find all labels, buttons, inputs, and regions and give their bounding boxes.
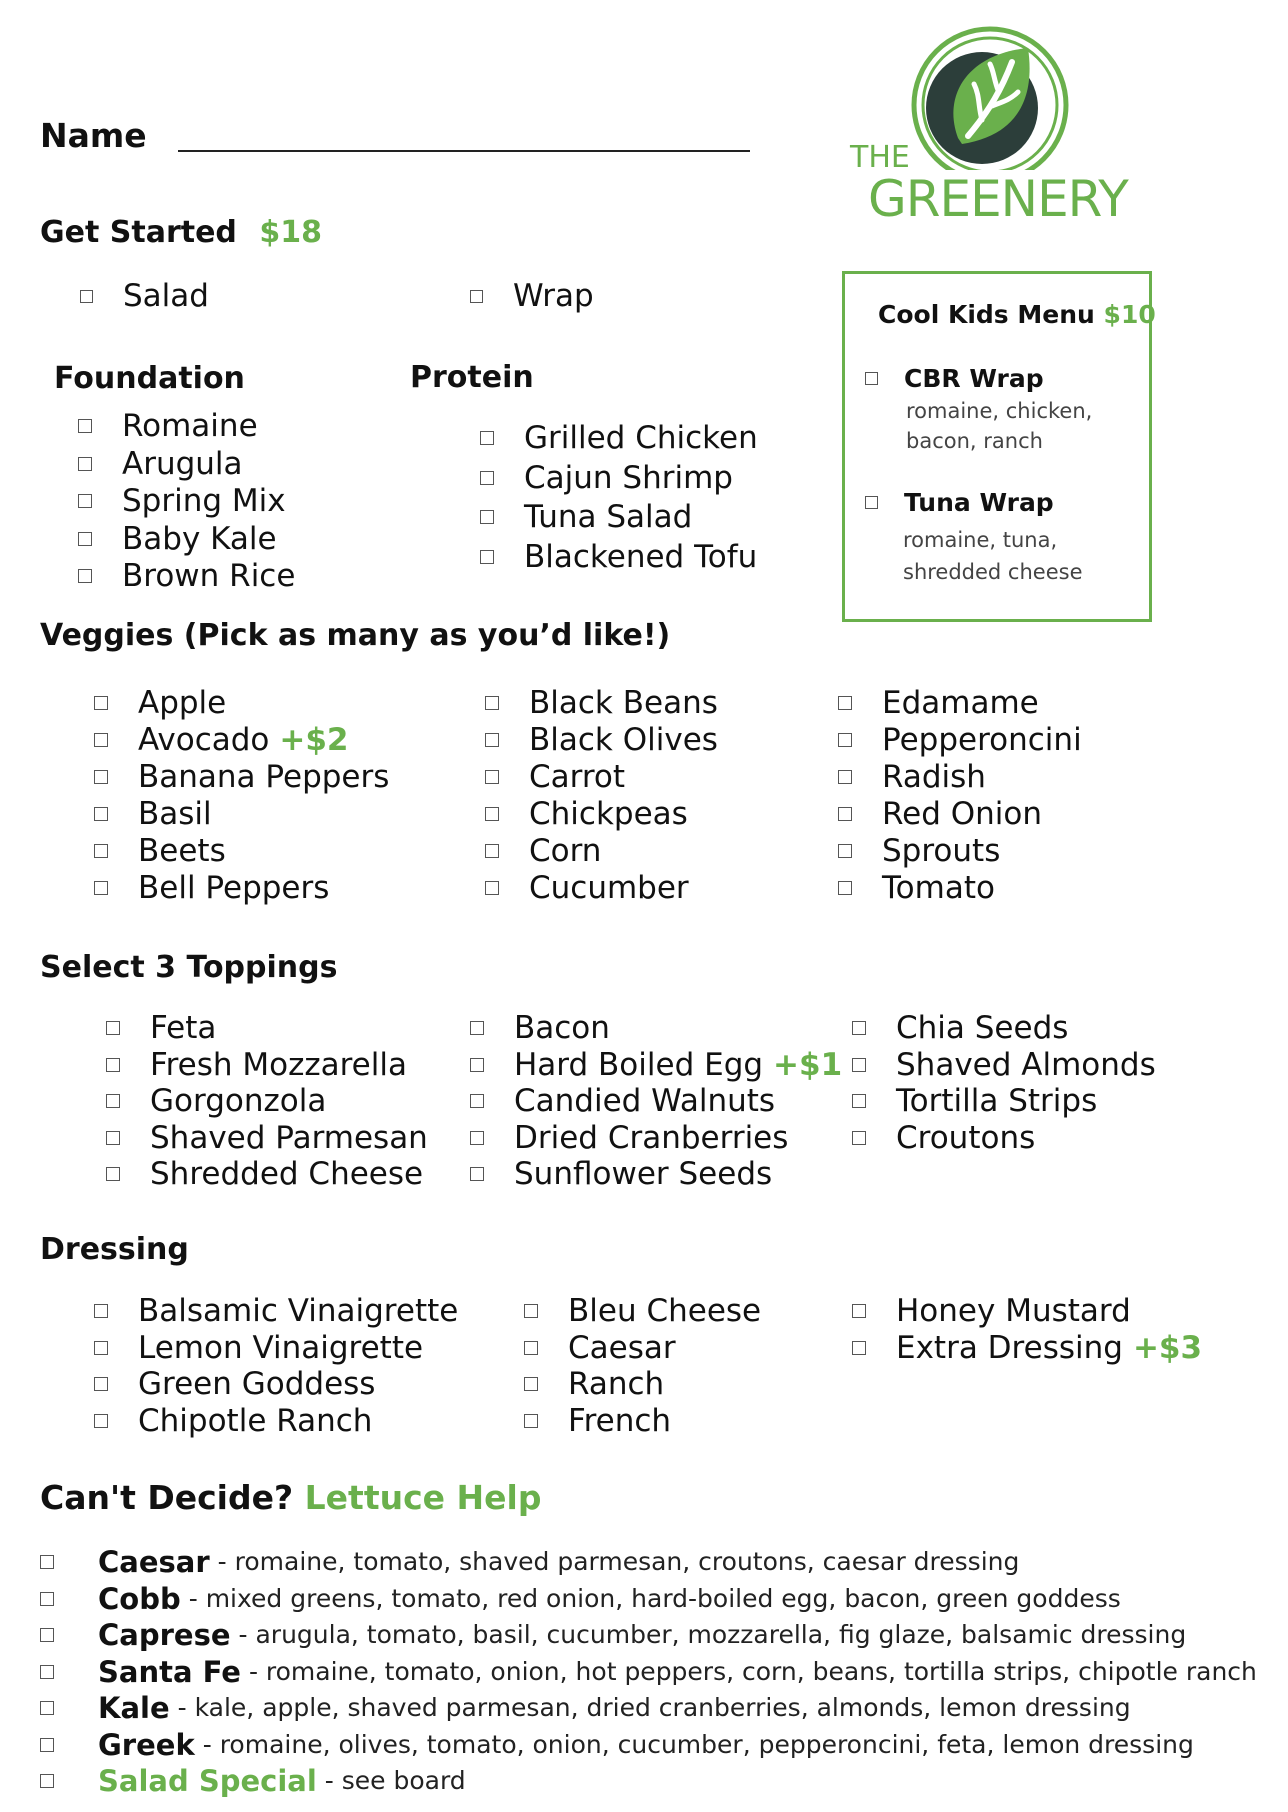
veggie-item-tomato[interactable] <box>838 870 995 906</box>
signatures-accent: Lettuce Help <box>304 1478 542 1517</box>
item-label: Bell Peppers <box>138 870 330 906</box>
veggie-item-carrot[interactable] <box>485 759 625 795</box>
item-label: Shaved Almonds <box>896 1046 1156 1083</box>
checkbox[interactable] <box>40 1628 54 1642</box>
veggie-item-basil[interactable] <box>94 796 212 832</box>
item-label: Balsamic Vinaigrette <box>138 1293 459 1329</box>
toppings-title: Select 3 Toppings <box>40 950 338 985</box>
get-started-title <box>40 215 322 250</box>
kids-item-name: Tuna Wrap <box>904 488 1054 517</box>
checkbox[interactable] <box>106 1167 120 1181</box>
signature-name: Salad Special <box>98 1764 317 1798</box>
checkbox[interactable] <box>524 1341 538 1355</box>
item-label: Sunflower Seeds <box>514 1156 773 1192</box>
veggie-item-pepperoncini[interactable] <box>838 722 1082 758</box>
desc-line: romaine, chicken, <box>906 399 1093 423</box>
checkbox[interactable] <box>485 807 499 821</box>
topping-item-feta[interactable] <box>106 1010 216 1046</box>
kids-menu-box <box>842 271 1156 622</box>
checkbox[interactable] <box>485 770 499 784</box>
dressing-title: Dressing <box>40 1232 189 1267</box>
item-label: Honey Mustard <box>896 1293 1131 1329</box>
desc-line: shredded cheese <box>903 560 1083 584</box>
topping-item-chia-seeds[interactable] <box>852 1010 1068 1046</box>
signatures-label: Can't Decide? <box>40 1478 294 1517</box>
checkbox[interactable] <box>485 696 499 710</box>
checkbox[interactable] <box>40 1774 54 1788</box>
checkbox[interactable] <box>852 1304 866 1318</box>
checkbox[interactable] <box>480 471 494 485</box>
item-label: Shredded Cheese <box>150 1156 424 1192</box>
topping-item-tortilla-strips[interactable] <box>852 1083 1097 1119</box>
topping-item-croutons[interactable] <box>852 1120 1035 1156</box>
item-label: Gorgonzola <box>150 1083 327 1119</box>
item-label: Avocado <box>138 722 270 758</box>
signature-description: - mixed greens, tomato, red onion, hard-boiled egg, bacon, green goddess <box>188 1583 1121 1613</box>
protein-item-grilled-chicken[interactable] <box>480 420 758 456</box>
signature-description: - romaine, tomato, onion, hot peppers, corn, beans, tortilla strips, chipotle ranch <box>248 1656 1257 1686</box>
kids-menu-title <box>878 300 1156 329</box>
checkbox[interactable] <box>94 1377 108 1391</box>
checkbox[interactable] <box>524 1414 538 1428</box>
name-label: Name <box>40 116 147 155</box>
veggie-item-black-beans[interactable] <box>485 685 718 721</box>
greenery-logo <box>850 10 1128 228</box>
veggie-item-chickpeas[interactable] <box>485 796 688 832</box>
item-label: Black Beans <box>529 685 718 721</box>
checkbox[interactable] <box>838 881 852 895</box>
checkbox[interactable] <box>94 844 108 858</box>
veggie-item-radish[interactable] <box>838 759 986 795</box>
item-label: Romaine <box>122 408 258 444</box>
item-label: Candied Walnuts <box>514 1083 776 1119</box>
item-label: Fresh Mozzarella <box>150 1046 407 1083</box>
checkbox[interactable] <box>470 1058 484 1072</box>
item-label: Ranch <box>568 1366 665 1402</box>
veggie-item-edamame[interactable] <box>838 685 1039 721</box>
kids-item-cbr-wrap[interactable] <box>865 364 1044 393</box>
checkbox[interactable] <box>94 807 108 821</box>
foundation-title: Foundation <box>54 361 245 396</box>
veggie-item-banana-peppers[interactable] <box>94 759 389 795</box>
dressing-item-green-goddess[interactable] <box>94 1366 375 1402</box>
checkbox[interactable] <box>852 1094 866 1108</box>
item-label: Banana Peppers <box>138 759 390 795</box>
topping-item-gorgonzola[interactable] <box>106 1083 326 1119</box>
dressing-item-bleu-cheese[interactable] <box>524 1293 761 1329</box>
item-label: Hard Boiled Egg <box>514 1046 764 1083</box>
checkbox[interactable] <box>524 1377 538 1391</box>
item-label: Spring Mix <box>122 483 286 519</box>
get-started-label: Get Started <box>40 215 237 250</box>
checkbox[interactable] <box>470 290 483 303</box>
topping-item-dried-cranberries[interactable] <box>470 1120 788 1156</box>
checkbox[interactable] <box>78 532 92 546</box>
item-label: Beets <box>138 833 226 869</box>
signature-name: Greek <box>98 1727 195 1762</box>
veggie-item-bell-peppers[interactable] <box>94 870 329 906</box>
option-label: Wrap <box>513 278 594 314</box>
veggies-title: Veggies (Pick as many as you’d like!) <box>40 618 671 653</box>
item-label: Tomato <box>882 870 995 906</box>
topping-item-bacon[interactable] <box>470 1010 610 1046</box>
item-label: Caesar <box>568 1329 676 1366</box>
signature-name: Caprese <box>98 1618 231 1652</box>
kids-menu-label: Cool Kids Menu <box>878 300 1095 329</box>
foundation-item-brown-rice[interactable] <box>78 558 295 594</box>
kids-item-desc <box>903 524 1082 588</box>
item-label: Baby Kale <box>122 520 277 557</box>
option-salad[interactable] <box>80 278 209 314</box>
checkbox[interactable] <box>838 770 852 784</box>
item-label: Arugula <box>122 445 243 482</box>
item-label: Edamame <box>882 685 1039 721</box>
option-label: Salad <box>123 278 209 314</box>
signature-description: - romaine, tomato, shaved parmesan, croutons, caesar dressing <box>217 1547 1020 1576</box>
signature-description: - see board <box>324 1766 466 1795</box>
item-label: Bleu Cheese <box>568 1293 762 1329</box>
checkbox[interactable] <box>78 457 92 471</box>
item-label: Radish <box>882 759 986 795</box>
item-label: Green Goddess <box>138 1366 376 1402</box>
checkbox[interactable] <box>40 1701 54 1715</box>
checkbox[interactable] <box>78 569 92 583</box>
dressing-item-extra-dressing[interactable] <box>852 1330 1202 1366</box>
checkbox[interactable] <box>106 1094 120 1108</box>
checkbox[interactable] <box>94 881 108 895</box>
veggie-item-cucumber[interactable] <box>485 870 689 906</box>
item-label: Lemon Vinaigrette <box>138 1329 424 1366</box>
veggie-item-apple[interactable] <box>94 685 226 721</box>
checkbox[interactable] <box>852 1341 866 1355</box>
checkbox[interactable] <box>106 1058 120 1072</box>
topping-item-candied-walnuts[interactable] <box>470 1083 775 1119</box>
dressing-item-chipotle-ranch[interactable] <box>94 1403 372 1439</box>
checkbox[interactable] <box>852 1021 866 1035</box>
topping-item-fresh-mozzarella[interactable] <box>106 1047 407 1083</box>
dressing-item-french[interactable] <box>524 1403 671 1439</box>
checkbox[interactable] <box>106 1021 120 1035</box>
name-field[interactable] <box>178 150 750 152</box>
checkbox[interactable] <box>485 881 499 895</box>
item-label: Cucumber <box>529 870 689 906</box>
foundation-item-spring-mix[interactable] <box>78 483 286 519</box>
item-label: Chia Seeds <box>896 1010 1069 1046</box>
item-label: Dried Cranberries <box>514 1119 789 1156</box>
kids-item-tuna-wrap[interactable] <box>865 488 1054 517</box>
kids-item-name: CBR Wrap <box>904 364 1044 393</box>
item-label: Cajun Shrimp <box>524 459 733 496</box>
checkbox[interactable] <box>40 1592 54 1606</box>
item-label: French <box>568 1402 672 1439</box>
veggie-item-avocado[interactable] <box>94 722 349 758</box>
checkbox[interactable] <box>80 290 93 303</box>
checkbox[interactable] <box>78 419 92 433</box>
item-label: Tortilla Strips <box>896 1083 1098 1119</box>
checkbox[interactable] <box>94 770 108 784</box>
signature-salad-santa-fe[interactable] <box>40 1655 1257 1689</box>
item-label: Croutons <box>896 1119 1036 1156</box>
signature-salad-salad-special[interactable] <box>40 1764 466 1798</box>
option-wrap[interactable] <box>470 278 594 314</box>
item-label: Basil <box>138 796 212 832</box>
checkbox[interactable] <box>485 733 499 747</box>
foundation-item-romaine[interactable] <box>78 408 258 444</box>
checkbox[interactable] <box>865 496 878 509</box>
checkbox[interactable] <box>838 696 852 710</box>
signature-salad-caesar[interactable] <box>40 1545 1019 1579</box>
checkbox[interactable] <box>470 1094 484 1108</box>
checkbox[interactable] <box>94 696 108 710</box>
veggie-item-red-onion[interactable] <box>838 796 1042 832</box>
signature-description: - arugula, tomato, basil, cucumber, mozzarella, fig glaze, balsamic dressing <box>238 1620 1187 1649</box>
item-label: Blackened Tofu <box>524 538 758 575</box>
veggie-item-sprouts[interactable] <box>838 833 1000 869</box>
topping-item-sunflower-seeds[interactable] <box>470 1156 772 1192</box>
signature-name: Cobb <box>98 1581 181 1616</box>
veggie-item-black-olives[interactable] <box>485 722 718 758</box>
checkbox[interactable] <box>470 1021 484 1035</box>
checkbox[interactable] <box>480 510 494 524</box>
checkbox[interactable] <box>106 1131 120 1145</box>
desc-line: bacon, ranch <box>906 429 1043 453</box>
checkbox[interactable] <box>852 1058 866 1072</box>
checkbox[interactable] <box>852 1131 866 1145</box>
logo-text-greenery: GREENERY <box>868 170 1128 228</box>
upcharge-price: +$3 <box>1132 1329 1203 1366</box>
protein-title: Protein <box>410 360 534 395</box>
upcharge-price: +$1 <box>773 1046 843 1083</box>
dressing-item-honey-mustard[interactable] <box>852 1293 1131 1329</box>
checkbox[interactable] <box>94 733 108 747</box>
dressing-item-balsamic-vinaigrette[interactable] <box>94 1293 458 1329</box>
topping-item-shaved-almonds[interactable] <box>852 1047 1156 1083</box>
desc-line: romaine, tuna, <box>903 528 1058 552</box>
protein-item-blackened-tofu[interactable] <box>480 539 757 575</box>
protein-item-cajun-shrimp[interactable] <box>480 460 733 496</box>
checkbox[interactable] <box>865 372 878 385</box>
item-label: Carrot <box>529 759 626 795</box>
topping-item-shaved-parmesan[interactable] <box>106 1120 428 1156</box>
foundation-item-arugula[interactable] <box>78 446 243 482</box>
checkbox[interactable] <box>470 1167 484 1181</box>
item-label: Sprouts <box>882 833 1001 869</box>
signature-name: Caesar <box>98 1545 210 1579</box>
dressing-item-lemon-vinaigrette[interactable] <box>94 1330 423 1366</box>
veggie-item-corn[interactable] <box>485 833 601 869</box>
item-label: Pepperoncini <box>882 722 1082 758</box>
checkbox[interactable] <box>485 844 499 858</box>
dressing-item-ranch[interactable] <box>524 1366 664 1402</box>
item-label: Bacon <box>514 1010 610 1046</box>
signatures-title <box>40 1478 541 1517</box>
get-started-price: $18 <box>259 215 322 250</box>
checkbox[interactable] <box>838 733 852 747</box>
logo-text-the: THE <box>850 140 910 175</box>
signature-salad-caprese[interactable] <box>40 1618 1186 1652</box>
item-label: Apple <box>138 685 227 721</box>
item-label: Shaved Parmesan <box>150 1119 428 1156</box>
item-label: Feta <box>150 1010 217 1046</box>
checkbox[interactable] <box>94 1414 108 1428</box>
signature-name: Santa Fe <box>98 1654 241 1689</box>
item-label: Corn <box>529 833 602 869</box>
protein-item-tuna-salad[interactable] <box>480 499 692 535</box>
kids-menu-price: $10 <box>1103 300 1156 329</box>
checkbox[interactable] <box>480 550 494 564</box>
item-label: Chickpeas <box>529 796 688 832</box>
checkbox[interactable] <box>94 1341 108 1355</box>
checkbox[interactable] <box>838 807 852 821</box>
checkbox[interactable] <box>480 431 494 445</box>
checkbox[interactable] <box>40 1555 54 1569</box>
signature-name: Kale <box>98 1691 170 1725</box>
checkbox[interactable] <box>470 1131 484 1145</box>
item-label: Red Onion <box>882 796 1043 832</box>
topping-item-shredded-cheese[interactable] <box>106 1156 423 1192</box>
checkbox[interactable] <box>40 1738 54 1752</box>
topping-item-hard-boiled-egg[interactable] <box>470 1047 842 1083</box>
upcharge-price: +$2 <box>279 722 349 758</box>
signature-description: - kale, apple, shaved parmesan, dried cranberries, almonds, lemon dressing <box>177 1693 1131 1722</box>
checkbox[interactable] <box>40 1665 54 1679</box>
item-label: Chipotle Ranch <box>138 1402 373 1439</box>
checkbox[interactable] <box>838 844 852 858</box>
item-label: Black Olives <box>529 722 718 758</box>
checkbox[interactable] <box>78 494 92 508</box>
signature-salad-cobb[interactable] <box>40 1582 1121 1616</box>
dressing-item-caesar[interactable] <box>524 1330 676 1366</box>
signature-description: - romaine, olives, tomato, onion, cucumber, pepperoncini, feta, lemon dressing <box>202 1729 1194 1759</box>
signature-salad-kale[interactable] <box>40 1691 1131 1725</box>
kids-item-desc <box>906 396 1092 456</box>
veggie-item-beets[interactable] <box>94 833 226 869</box>
checkbox[interactable] <box>94 1304 108 1318</box>
checkbox[interactable] <box>524 1304 538 1318</box>
item-label: Brown Rice <box>122 558 296 594</box>
foundation-item-baby-kale[interactable] <box>78 521 277 557</box>
item-label: Grilled Chicken <box>524 420 758 456</box>
item-label: Tuna Salad <box>524 499 693 535</box>
signature-salad-greek[interactable] <box>40 1728 1194 1762</box>
item-label: Extra Dressing <box>896 1329 1123 1366</box>
